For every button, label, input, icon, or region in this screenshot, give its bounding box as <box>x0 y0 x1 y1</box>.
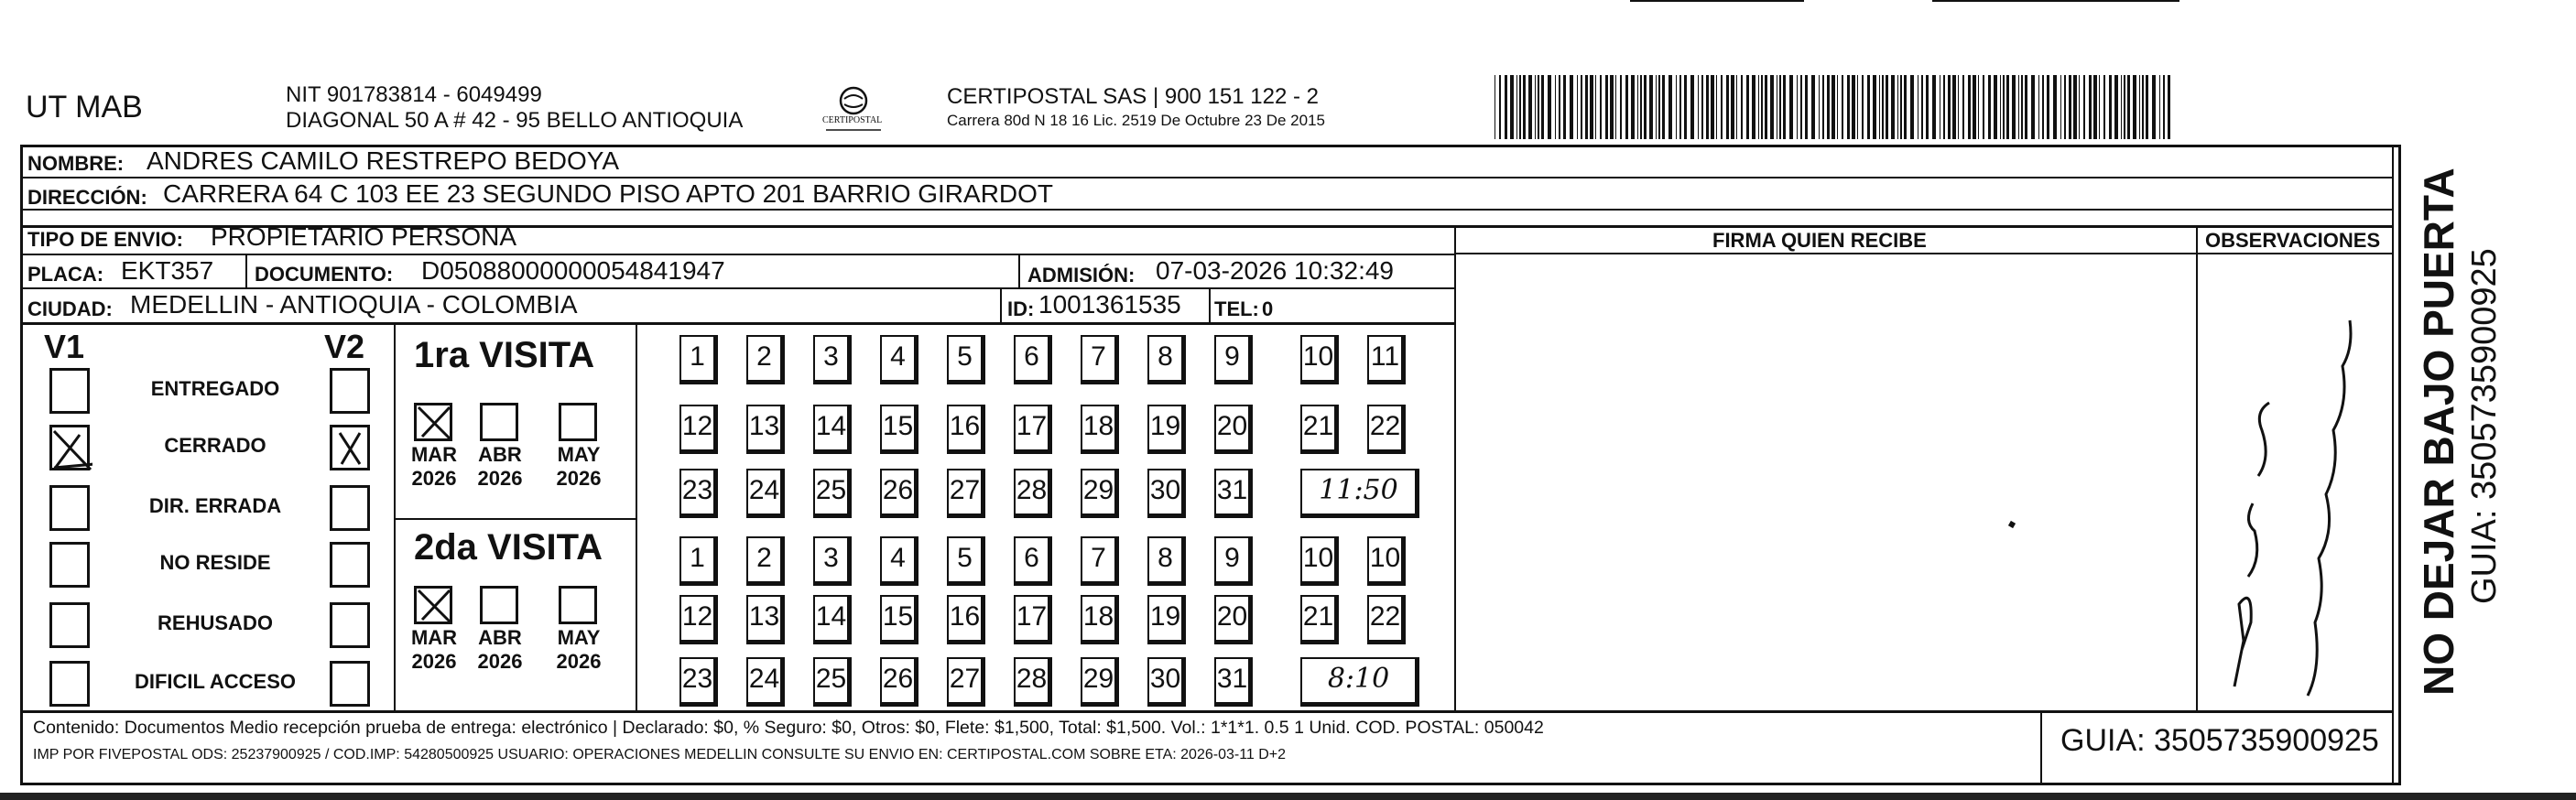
v1-checkbox-rehusado[interactable] <box>49 602 90 648</box>
ciudad-label: CIUDAD: <box>27 297 113 320</box>
status-label: DIFICIL ACCESO <box>134 670 296 693</box>
row-line <box>1454 253 2392 254</box>
visit1-month-checkbox[interactable] <box>480 403 518 441</box>
visit1-day-box[interactable]: 15 <box>880 405 918 454</box>
visit1-time-box[interactable]: 11:50 <box>1300 469 1419 518</box>
visit1-day-box[interactable]: 1 <box>679 335 718 384</box>
visit2-month-label: MAY 2026 <box>556 626 602 673</box>
visit1-day-box[interactable]: 6 <box>1014 335 1052 384</box>
footer-line2: IMP POR FIVEPOSTAL ODS: 25237900925 / COD.IMP: 54280500925 USUARIO: OPERACIONES MEDELLIN CONSULTE SU ENVIO EN: CERTIPOSTAL.COM SOBRE ETA: 2026-03-11 D+2 <box>33 747 1287 762</box>
side-text <box>2414 146 2515 696</box>
barcode <box>1495 75 2172 139</box>
logo-text: CERTIPOSTAL <box>822 115 883 125</box>
visit2-day-box[interactable]: 22 <box>1367 595 1406 644</box>
nombre-value: ANDRES CAMILO RESTREPO BEDOYA <box>147 146 620 175</box>
cell-divider <box>1018 254 1020 287</box>
sender-address: DIAGONAL 50 A # 42 - 95 BELLO ANTIOQUIA <box>286 108 744 133</box>
visit2-day-box[interactable]: 20 <box>1214 595 1253 644</box>
visit1-day-box[interactable]: 19 <box>1147 405 1186 454</box>
visit2-title: 2da VISITA <box>414 527 603 568</box>
visit2-day-box[interactable]: 28 <box>1014 657 1052 707</box>
visit2-day-box[interactable]: 26 <box>880 657 918 707</box>
id-label: ID: <box>1007 297 1035 320</box>
status-label: DIR. ERRADA <box>148 494 282 517</box>
visit1-day-box[interactable]: 18 <box>1081 405 1119 454</box>
visit2-day-box[interactable]: 2 <box>746 536 785 586</box>
v1-label: V1 <box>44 328 85 365</box>
visit1-day-box[interactable]: 31 <box>1214 469 1253 518</box>
visit2-day-box[interactable]: 17 <box>1014 595 1052 644</box>
tel-value: 0 <box>1262 297 1274 320</box>
observation-handwriting <box>2198 256 2390 708</box>
tipo-value: PROPIETARIO PERSONA <box>211 222 516 251</box>
firma-left-border <box>1454 225 1456 713</box>
status-label: ENTREGADO <box>150 377 280 400</box>
tel-label: TEL: <box>1214 297 1259 320</box>
admision-label: ADMISIÓN: <box>1027 264 1136 286</box>
visit2-day-box[interactable]: 16 <box>947 595 985 644</box>
visit2-month-label: ABR 2026 <box>477 626 523 673</box>
visit1-day-box[interactable]: 25 <box>813 469 852 518</box>
visit1-day-box[interactable]: 7 <box>1081 335 1119 384</box>
visit1-month-label: MAY 2026 <box>556 443 602 490</box>
visit1-month-checkbox[interactable] <box>559 403 597 441</box>
cell-divider <box>1209 288 1211 323</box>
visit2-day-box[interactable]: 5 <box>947 536 985 586</box>
v1-checkbox-entregado[interactable] <box>49 368 90 414</box>
v2-checkbox-dir-errada[interactable] <box>330 485 370 531</box>
top-cut-line-2 <box>1932 0 2179 2</box>
license: Carrera 80d N 18 16 Lic. 2519 De Octubre 23 De 2015 <box>947 112 1325 129</box>
tipo-label: TIPO DE ENVIO: <box>27 228 183 251</box>
sender: UT MAB <box>26 90 143 124</box>
visit1-day-box[interactable]: 20 <box>1214 405 1253 454</box>
visit2-day-box[interactable]: 23 <box>679 657 718 707</box>
direccion-label: DIRECCIÓN: <box>27 186 147 209</box>
visit2-day-box[interactable]: 31 <box>1214 657 1253 707</box>
v2-checkbox-dificil-acceso[interactable] <box>330 661 370 707</box>
visit1-day-box[interactable]: 14 <box>813 405 852 454</box>
row-line <box>20 209 2392 211</box>
visit2-day-box[interactable]: 8 <box>1147 536 1186 586</box>
visit1-day-box[interactable]: 13 <box>746 405 785 454</box>
visit2-day-box[interactable]: 4 <box>880 536 918 586</box>
visit2-day-box[interactable]: 10 <box>1367 536 1406 586</box>
visit1-month-checkbox[interactable] <box>414 403 452 441</box>
visit1-day-box[interactable]: 2 <box>746 335 785 384</box>
v2-checkbox-cerrado[interactable] <box>330 425 370 470</box>
visit1-title: 1ra VISITA <box>414 335 595 375</box>
visit2-day-box[interactable]: 1 <box>679 536 718 586</box>
visit2-month-checkbox[interactable] <box>414 586 452 624</box>
footer-line1: Contenido: Documentos Medio recepción prueba de entrega: electrónico | Declarado: $0, % Seguro: $0, Otros: $0, Flete: $1,500, Total: $1,500. Vol.: 1*1*1. 0.5 1 Unid. COD. POSTAL: 050042 <box>33 718 1544 738</box>
visit1-day-box[interactable]: 24 <box>746 469 785 518</box>
admision-value: 07-03-2026 10:32:49 <box>1156 256 1394 285</box>
bottom-edge <box>0 793 2576 800</box>
visit2-day-box[interactable]: 25 <box>813 657 852 707</box>
visit2-day-box[interactable]: 6 <box>1014 536 1052 586</box>
visit2-day-box[interactable]: 18 <box>1081 595 1119 644</box>
side-guia-text: GUIA: 3505735900925 <box>2465 248 2504 604</box>
documento-value: D05088000000054841947 <box>421 256 725 285</box>
row-line <box>20 287 1456 289</box>
visit1-month-label: ABR 2026 <box>477 443 523 490</box>
documento-label: DOCUMENTO: <box>255 263 394 286</box>
footer-divider <box>2040 710 2042 785</box>
visit1-day-box[interactable]: 29 <box>1081 469 1119 518</box>
cell-divider <box>245 254 247 287</box>
v2-checkbox-rehusado[interactable] <box>330 602 370 648</box>
visit2-day-box[interactable]: 12 <box>679 595 718 644</box>
visit2-day-box[interactable]: 3 <box>813 536 852 586</box>
visit1-day-box[interactable]: 5 <box>947 335 985 384</box>
v2-checkbox-entregado[interactable] <box>330 368 370 414</box>
v1-checkbox-dir-errada[interactable] <box>49 485 90 531</box>
visit2-day-box[interactable]: 10 <box>1300 536 1339 586</box>
company: CERTIPOSTAL SAS | 900 151 122 - 2 <box>947 84 1319 109</box>
row-line <box>20 322 1456 325</box>
visit1-day-box[interactable]: 8 <box>1147 335 1186 384</box>
certipostal-logo <box>813 82 894 137</box>
nit: NIT 901783814 - 6049499 <box>286 82 542 107</box>
firma-label: FIRMA QUIEN RECIBE <box>1712 229 1927 252</box>
top-cut-line-1 <box>1630 0 1804 2</box>
placa-label: PLACA: <box>27 263 104 286</box>
visit1-day-box[interactable]: 10 <box>1300 335 1339 384</box>
visit1-day-box[interactable]: 21 <box>1300 405 1339 454</box>
obs-right-border <box>2392 145 2394 785</box>
visit1-day-box[interactable]: 9 <box>1214 335 1253 384</box>
visit1-day-box[interactable]: 27 <box>947 469 985 518</box>
row-line <box>20 177 2392 178</box>
visit1-day-box[interactable]: 3 <box>813 335 852 384</box>
visit2-day-box[interactable]: 13 <box>746 595 785 644</box>
visit2-time-box[interactable]: 8:10 <box>1300 657 1419 707</box>
visit2-day-box[interactable]: 14 <box>813 595 852 644</box>
v1-checkbox-cerrado[interactable] <box>49 425 90 470</box>
status-label: REHUSADO <box>158 611 273 634</box>
visit2-day-box[interactable]: 21 <box>1300 595 1339 644</box>
visit1-day-box[interactable]: 12 <box>679 405 718 454</box>
direccion-value: CARRERA 64 C 103 EE 23 SEGUNDO PISO APTO 201 BARRIO GIRARDOT <box>163 179 1054 208</box>
visit2-day-box[interactable]: 15 <box>880 595 918 644</box>
visit1-day-box[interactable]: 16 <box>947 405 985 454</box>
visit2-day-box[interactable]: 27 <box>947 657 985 707</box>
nombre-label: NOMBRE: <box>27 152 125 175</box>
visit2-day-box[interactable]: 29 <box>1081 657 1119 707</box>
visit1-day-box[interactable]: 23 <box>679 469 718 518</box>
visit1-day-box[interactable]: 11 <box>1367 335 1406 384</box>
visit2-day-box[interactable]: 9 <box>1214 536 1253 586</box>
v1-checkbox-no-reside[interactable] <box>49 542 90 588</box>
v1-checkbox-dificil-acceso[interactable] <box>49 661 90 707</box>
row-line <box>20 254 1456 255</box>
visit-divider <box>636 324 637 712</box>
visit2-month-checkbox[interactable] <box>559 586 597 624</box>
visit1-day-box[interactable]: 17 <box>1014 405 1052 454</box>
visit2-day-box[interactable]: 7 <box>1081 536 1119 586</box>
status-label: CERRADO <box>164 434 266 457</box>
footer-line <box>20 710 2392 713</box>
visit2-day-box[interactable]: 30 <box>1147 657 1186 707</box>
visit2-month-checkbox[interactable] <box>480 586 518 624</box>
visit2-day-box[interactable]: 19 <box>1147 595 1186 644</box>
no-dejar-text: NO DEJAR BAJO PUERTA <box>2415 168 2462 696</box>
visit-split <box>394 518 636 520</box>
ciudad-value: MEDELLIN - ANTIOQUIA - COLOMBIA <box>130 290 578 319</box>
placa-value: EKT357 <box>121 256 214 285</box>
cell-divider <box>1000 288 1002 323</box>
observaciones-label: OBSERVACIONES <box>2205 229 2381 252</box>
visit2-month-label: MAR 2026 <box>410 626 458 673</box>
visit2-day-box[interactable]: 24 <box>746 657 785 707</box>
visit1-day-box[interactable]: 22 <box>1367 405 1406 454</box>
visit1-day-box[interactable]: 4 <box>880 335 918 384</box>
visit1-day-box[interactable]: 30 <box>1147 469 1186 518</box>
v2-checkbox-no-reside[interactable] <box>330 542 370 588</box>
visit1-month-label: MAR 2026 <box>410 443 458 490</box>
id-value: 1001361535 <box>1038 290 1181 319</box>
visit1-day-box[interactable]: 28 <box>1014 469 1052 518</box>
v2-label: V2 <box>324 328 365 365</box>
footer-guia: GUIA: 3505735900925 <box>2060 723 2379 758</box>
status-label: NO RESIDE <box>159 551 271 574</box>
visit1-day-box[interactable]: 26 <box>880 469 918 518</box>
